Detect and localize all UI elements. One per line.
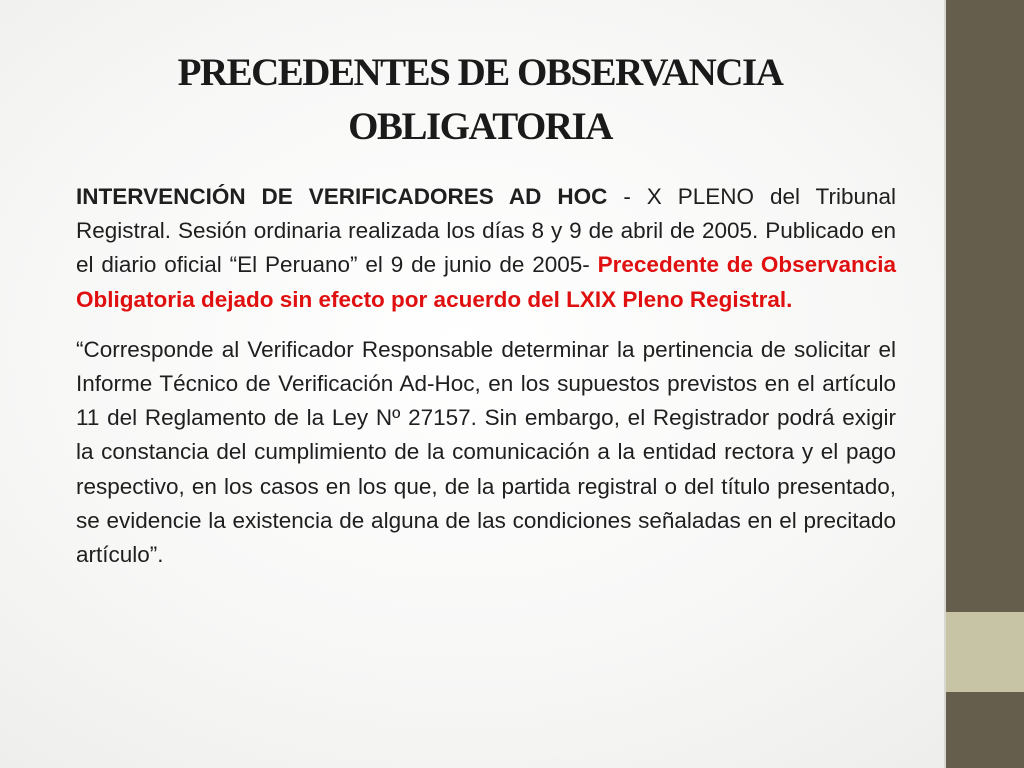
slide-title-line-1: PRECEDENTES DE OBSERVANCIA xyxy=(177,51,783,94)
slide-title-line-2: OBLIGATORIA xyxy=(348,105,612,148)
precedent-heading: INTERVENCIÓN DE VERIFICADORES AD HOC xyxy=(76,184,608,209)
precedent-status-note: Precedente de Observancia Obligatoria dejado sin efecto por acuerdo del LXIX Pleno Registral. xyxy=(76,252,896,312)
precedent-quote: “Corresponde al Verificador Responsable determinar la pertinencia de solicitar el Informe Técnico de Verificación Ad-Hoc, en los supuestos previstos en el artículo 11 del Reglamento de la Ley Nº 27157. Sin embargo, el Registrador podrá exigir la constancia del cumplimiento de la comunicación a la entidad rectora y el pago respectivo, en los casos en los que, de la partida registral o del título presentado, se evidencie la existencia de alguna de las condiciones señaladas en el precitado artículo”. xyxy=(76,336,896,568)
sidebar-decoration-light xyxy=(946,612,1024,692)
slide-title xyxy=(80,46,880,154)
precedent-paragraph xyxy=(76,180,896,317)
precedent-details: - X PLENO del Tribunal Registral. Sesión ordinaria realizada los días 8 y 9 de abril de 2005. Publicado en el diario oficial “El Peruano” el 9 de junio de 2005- xyxy=(76,184,896,278)
slide-content xyxy=(76,180,896,572)
